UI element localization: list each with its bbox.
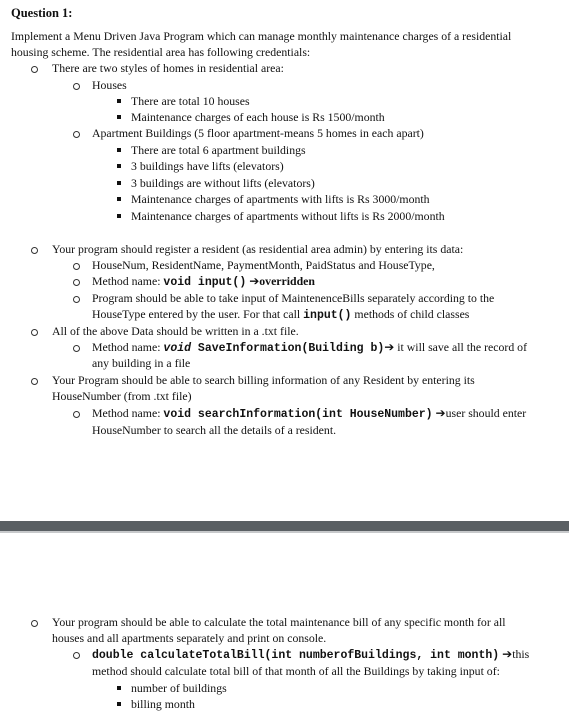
method-code: void searchInformation(int HouseNumber) [163,408,433,421]
square-bullet-icon [117,115,121,119]
arrow-icon: ➔ [435,406,446,420]
circle-bullet-icon [73,131,80,138]
arrow-icon: ➔ [249,274,260,288]
square-bullet-icon [117,686,121,690]
square-bullet-icon [117,99,121,103]
circle-bullet-icon [73,83,80,90]
arrow-icon: ➔ [502,647,513,661]
register-bills-line-2 [92,307,469,323]
circle-bullet-icon [73,263,80,270]
apartments-item: 3 buildings are without lifts (elevators) [131,176,315,190]
homes-label: There are two styles of homes in residential area: [52,61,284,75]
intro-line-2: housing scheme. The residential area has following credentials: [11,45,311,59]
apartments-item: There are total 6 apartment buildings [131,143,306,157]
apartments-item: Maintenance charges of apartments with lifts is Rs 3000/month [131,192,430,206]
houses-item: Maintenance charges of each house is Rs 1500/month [131,110,385,124]
search-label-1: Your Program should be able to search billing information of any Resident by entering its [52,373,475,387]
search-method [92,406,526,422]
circle-bullet-icon [31,247,38,254]
houses-label: Houses [92,78,127,92]
square-bullet-icon [117,197,121,201]
bills-code: input() [303,309,352,322]
search-method-line-2: HouseNumber to search all the details of a resident. [92,423,337,437]
calculate-label-1: Your program should be able to calculate the total maintenance bill of any specific month for all [52,615,506,629]
method-code: void input() [163,276,247,289]
method-prefix: Method name: [92,340,164,354]
circle-bullet-icon [31,378,38,385]
method-prefix: Method name: [92,406,164,420]
method-suffix: user should enter [445,406,527,420]
write-label: All of the above Data should be written in a .txt file. [52,324,299,338]
page-divider [0,521,569,531]
register-fields: HouseNum, ResidentName, PaymentMonth, PaidStatus and HouseType, [92,258,435,272]
method-code: double calculateTotalBill(int numberofBuildings, int month) [92,649,500,662]
circle-bullet-icon [31,329,38,336]
circle-bullet-icon [31,66,38,73]
calculate-item: billing month [131,697,195,711]
apartments-item: 3 buildings have lifts (elevators) [131,159,284,173]
calculate-item: number of buildings [131,681,227,695]
houses-item: There are total 10 houses [131,94,250,108]
write-method [92,340,527,356]
register-label: Your program should register a resident (as residential area admin) by entering its data: [52,242,464,256]
bills-text: methods of child classes [351,307,470,321]
bills-text: HouseType entered by the user. For that call [92,307,304,321]
calculate-label-2: houses and all apartments separately and print on console. [52,631,327,645]
method-prefix: Method name: [92,274,164,288]
arrow-icon: ➔ [384,340,395,354]
square-bullet-icon [117,181,121,185]
search-label-2: HouseNumber (from .txt file) [52,389,192,403]
circle-bullet-icon [73,345,80,352]
question-title: Question 1: [11,6,73,20]
page-divider-shadow [0,531,569,533]
calculate-method [92,647,529,663]
register-method [92,274,315,290]
square-bullet-icon [117,148,121,152]
method-suffix: this [512,647,530,661]
apartments-label: Apartment Buildings (5 floor apartment-means 5 homes in each apart) [92,126,424,140]
circle-bullet-icon [31,620,38,627]
circle-bullet-icon [73,279,80,286]
square-bullet-icon [117,164,121,168]
calculate-method-line-2: method should calculate total bill of that month of all the Buildings by taking input of: [92,664,500,678]
circle-bullet-icon [73,652,80,659]
apartments-item: Maintenance charges of apartments without lifts is Rs 2000/month [131,209,445,223]
write-method-line-2: any building in a file [92,356,191,370]
circle-bullet-icon [73,296,80,303]
circle-bullet-icon [73,411,80,418]
square-bullet-icon [117,702,121,706]
intro-line-1: Implement a Menu Driven Java Program which can manage monthly maintenance charges of a residential [11,29,512,43]
method-suffix: it will save all the record of [394,340,527,354]
method-code: void [163,342,192,355]
square-bullet-icon [117,214,121,218]
method-code: SaveInformation(Building b) [191,342,385,355]
register-bills-line-1: Program should be able to take input of MaintenenceBills separately according to the [92,291,495,305]
method-suffix: overridden [259,274,315,288]
